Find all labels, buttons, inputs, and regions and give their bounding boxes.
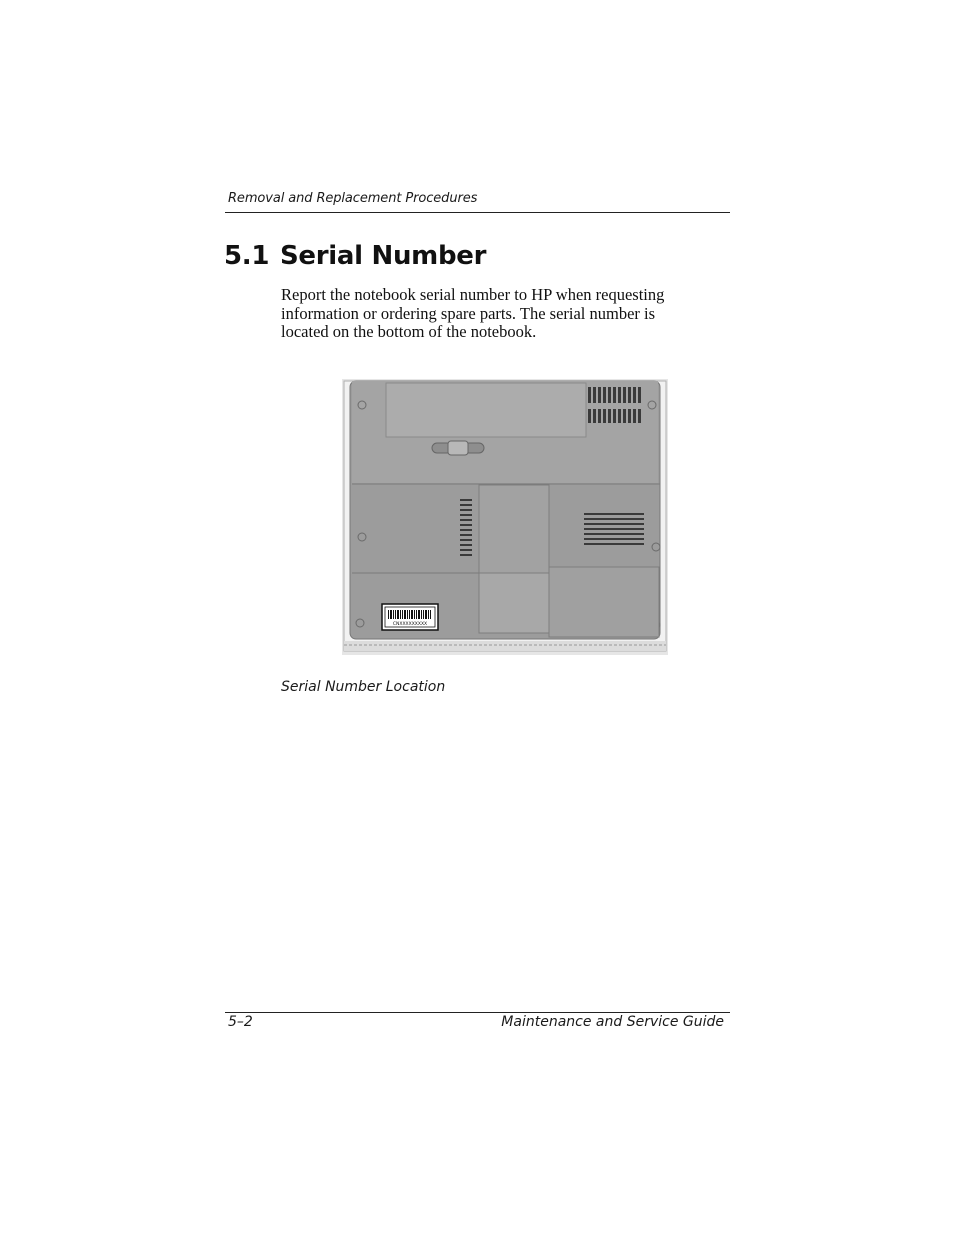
running-header: Removal and Replacement Procedures bbox=[228, 191, 478, 206]
serial-number-text: CNXXXXXXXXX bbox=[392, 622, 428, 627]
section-heading bbox=[224, 241, 486, 271]
figure-caption: Serial Number Location bbox=[281, 679, 446, 695]
guide-title: Maintenance and Service Guide bbox=[501, 1014, 724, 1030]
body-line: located on the bottom of the notebook. bbox=[281, 322, 537, 342]
section-number: 5.1 bbox=[224, 241, 270, 271]
notebook-bottom-figure bbox=[342, 379, 668, 655]
body-line: Report the notebook serial number to HP when requesting bbox=[281, 285, 665, 304]
section-title: Serial Number bbox=[280, 241, 487, 271]
body-line: information or ordering spare parts. The serial number is bbox=[281, 303, 656, 323]
header-rule bbox=[225, 212, 730, 213]
footer-rule bbox=[225, 1012, 730, 1013]
page-number: 5–2 bbox=[228, 1014, 253, 1030]
notebook-bottom-illustration bbox=[342, 379, 668, 655]
body-paragraph bbox=[281, 286, 711, 342]
